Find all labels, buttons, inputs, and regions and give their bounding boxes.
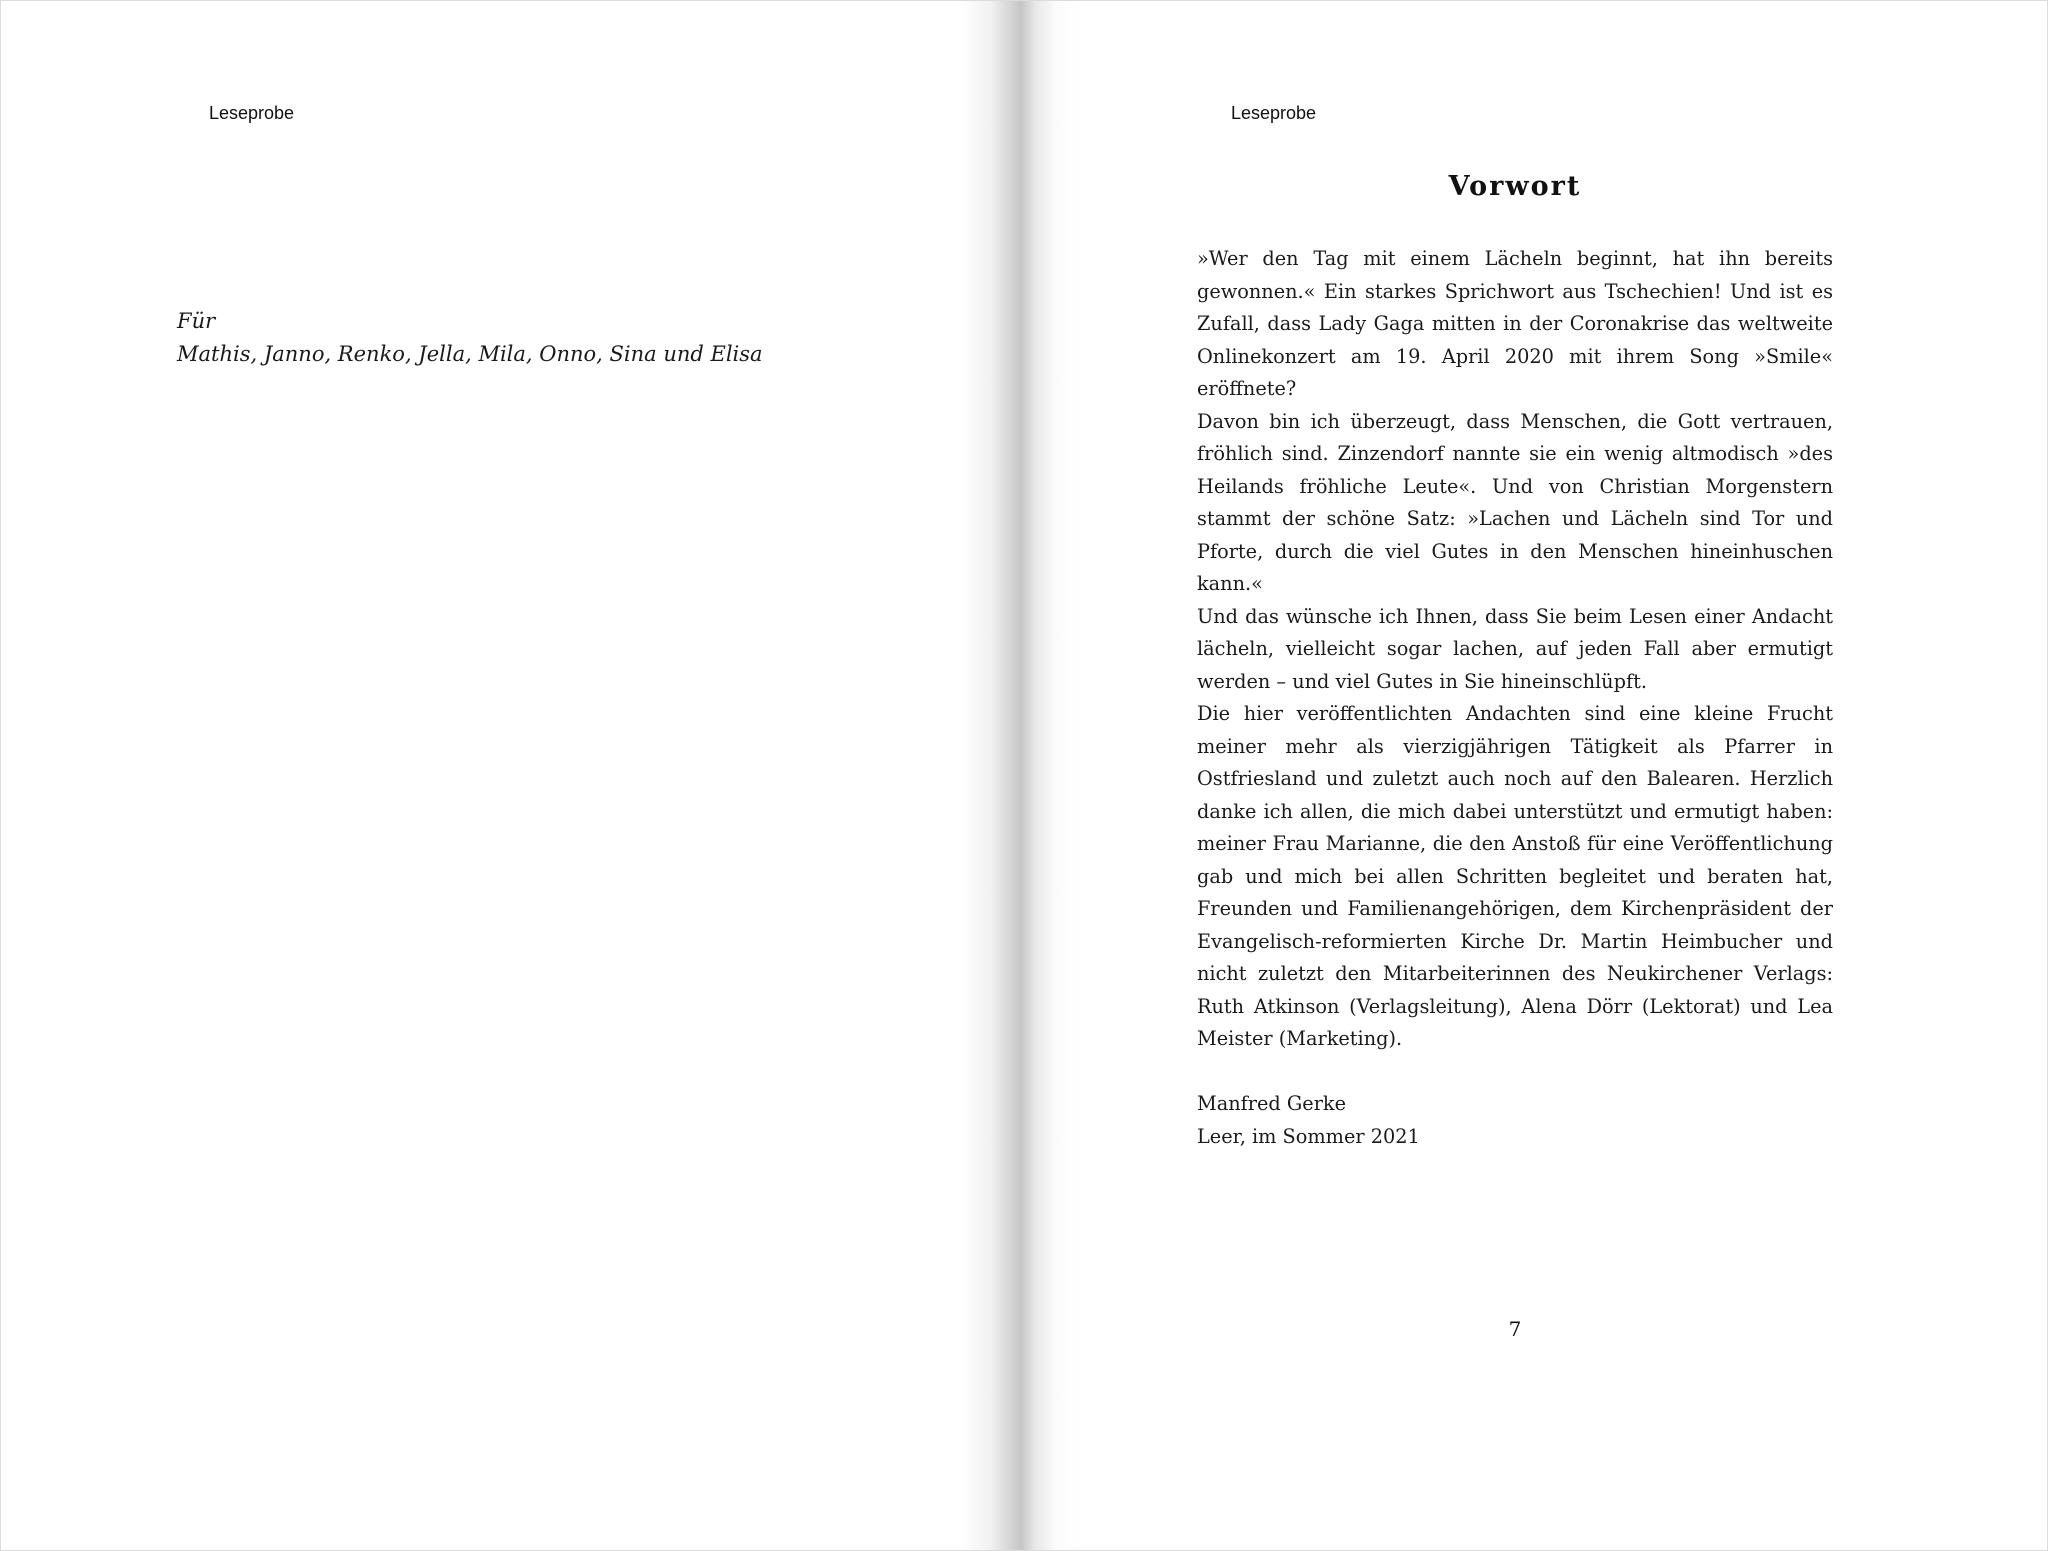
dedication-intro: Für [177, 309, 216, 333]
author-name: Manfred Gerke [1197, 1092, 1347, 1115]
dedication [177, 305, 763, 371]
paragraph: Davon bin ich überzeugt, dass Menschen, die Gott vertrauen, fröhlich sind. Zinzendorf nannte sie ein wenig altmodisch »des Heilands fröhliche Leute«. Und von Christian Morgenstern stammt der schöne Satz: »Lachen und Lächeln sind Tor und Pforte, durch die viel Gutes in den Menschen hineinhuschen kann.« [1197, 409, 1833, 595]
left-page [1, 1, 1001, 1551]
signature [1197, 1088, 1833, 1153]
paragraph: Und das wünsche ich Ihnen, dass Sie beim Lesen einer Andacht lächeln, vielleicht sogar lachen, auf jeden Fall aber ermutigt werden – und viel Gutes in Sie hineinschlüpft. [1197, 604, 1833, 693]
running-head-right: Leseprobe [1231, 103, 1317, 123]
chapter-title: Vorwort [1448, 171, 1582, 202]
foreword-text [1197, 243, 1833, 1153]
paragraph: Die hier veröffentlichten Andachten sind eine kleine Frucht meiner mehr als vierzigjährigen Tätigkeit als Pfarrer in Ostfriesland und zuletzt auch noch auf den Balearen. Herzlich danke ich allen, die mich dabei unterstützt und ermutigt haben: meiner Frau Marianne, die den Anstoß für eine Veröffentlichung gab und mich bei allen Schritten begleitet und beraten hat, Freunden und Familienangehörigen, dem Kirchenpräsident der Evangelisch-reformierten Kirche Dr. Martin Heimbucher und nicht zuletzt den Mitarbeiterinnen des Neukirchener Verlags: Ruth Atkinson (Verlagsleitung), Alena Dörr (Lektorat) und Lea Meister (Marketing). [1197, 702, 1833, 1050]
place-date: Leer, im Sommer 2021 [1197, 1124, 1420, 1148]
paragraph: »Wer den Tag mit einem Lächeln beginnt, hat ihn bereits gewonnen.« Ein starkes Sprichwort aus Tschechien! Und ist es Zufall, dass Lady Gaga mitten in der Coronakrise das weltweite Onlinekonzert am 19. April 2020 mit ihrem Song »Smile« eröffnete? [1197, 247, 1833, 400]
page-number: 7 [1508, 1317, 1522, 1341]
running-head-left: Leseprobe [209, 103, 295, 123]
right-page [1001, 1, 2048, 1551]
dedication-names: Mathis, Janno, Renko, Jella, Mila, Onno, Sina und Elisa [177, 342, 763, 366]
